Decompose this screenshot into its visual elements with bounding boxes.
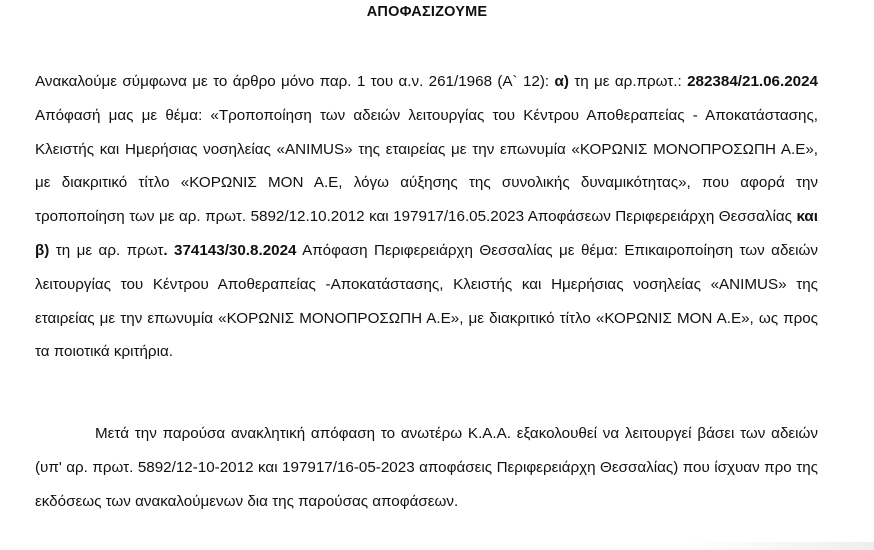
- revocation-paragraph: [35, 65, 818, 369]
- text-segment: Απόφαση Περιφερειάρχη Θεσσαλίας με θέμα: Επικαιροποίηση των αδειών λειτουργίας του Κέντρου Αποθεραπείας -Αποκατάστασης, Κλειστής και Ημερήσιας νοσηλείας «ANIMUS» της εταιρείας με την επωνυμία «ΚΟΡΩΝΙΣ ΜΟΝΟΠΡΟΣΩΠΗ Α.Ε», με διακριτικό τίτλο «ΚΟΡΩΝΙΣ ΜΟΝ Α.Ε», ως προς τα ποιοτικά κριτήρια.: [35, 241, 818, 361]
- page-edge-shadow: [684, 542, 874, 550]
- continuation-paragraph: Μετά την παρούσα ανακλητική απόφαση το ανωτέρω Κ.Α.Α. εξακολουθεί να λειτουργεί βάσει των αδειών (υπ' αρ. πρωτ. 5892/12-10-2012 και 197917/16-05-2023 αποφάσεις Περιφερειάρχη Θεσσαλίας) που ίσχυαν προ της εκδόσεως των ανακαλούμενων δια της παρούσας αποφάσεων.: [35, 425, 818, 510]
- text-segment: Ανακαλούμε σύμφωνα με το άρθρο μόνο παρ. 1 του α.ν. 261/1968 (Α` 12):: [35, 73, 555, 90]
- text-segment: τη με αρ. πρωτ: [49, 241, 164, 259]
- text-segment: τη με αρ.πρωτ.:: [568, 73, 688, 90]
- item-marker-b: και β): [35, 208, 818, 259]
- decision-heading: ΑΠΟΦΑΣΙΖΟΥΜΕ: [366, 4, 488, 20]
- text-segment: Απόφασή μας με θέμα: «Τροποποίηση των αδειών λειτουργίας του Κέντρου Αποθεραπείας - Αποκατάστασης, Κλειστής και Ημερήσιας νοσηλείας «ANIMUS» της εταιρείας με την επωνυμία «ΚΟΡΩΝΙΣ ΜΟΝΟΠΡΟΣΩΠΗ Α.Ε», με διακριτικό τίτλο «ΚΟΡΩΝΙΣ ΜΟΝ Α.Ε, λόγω αύξησης της συνολικής δυναμικότητας», που αφορά την τροποποίηση των με αρ. πρωτ. 5892/12.10.2012 και 197917/16.05.2023 Αποφάσεων Περιφερειάρχη Θεσσαλίας: [35, 106, 818, 226]
- protocol-number-2: . 374143/30.8.2024: [163, 241, 297, 259]
- item-marker-a: α): [554, 73, 569, 90]
- protocol-number-1: 282384/21.06.2024: [687, 73, 819, 90]
